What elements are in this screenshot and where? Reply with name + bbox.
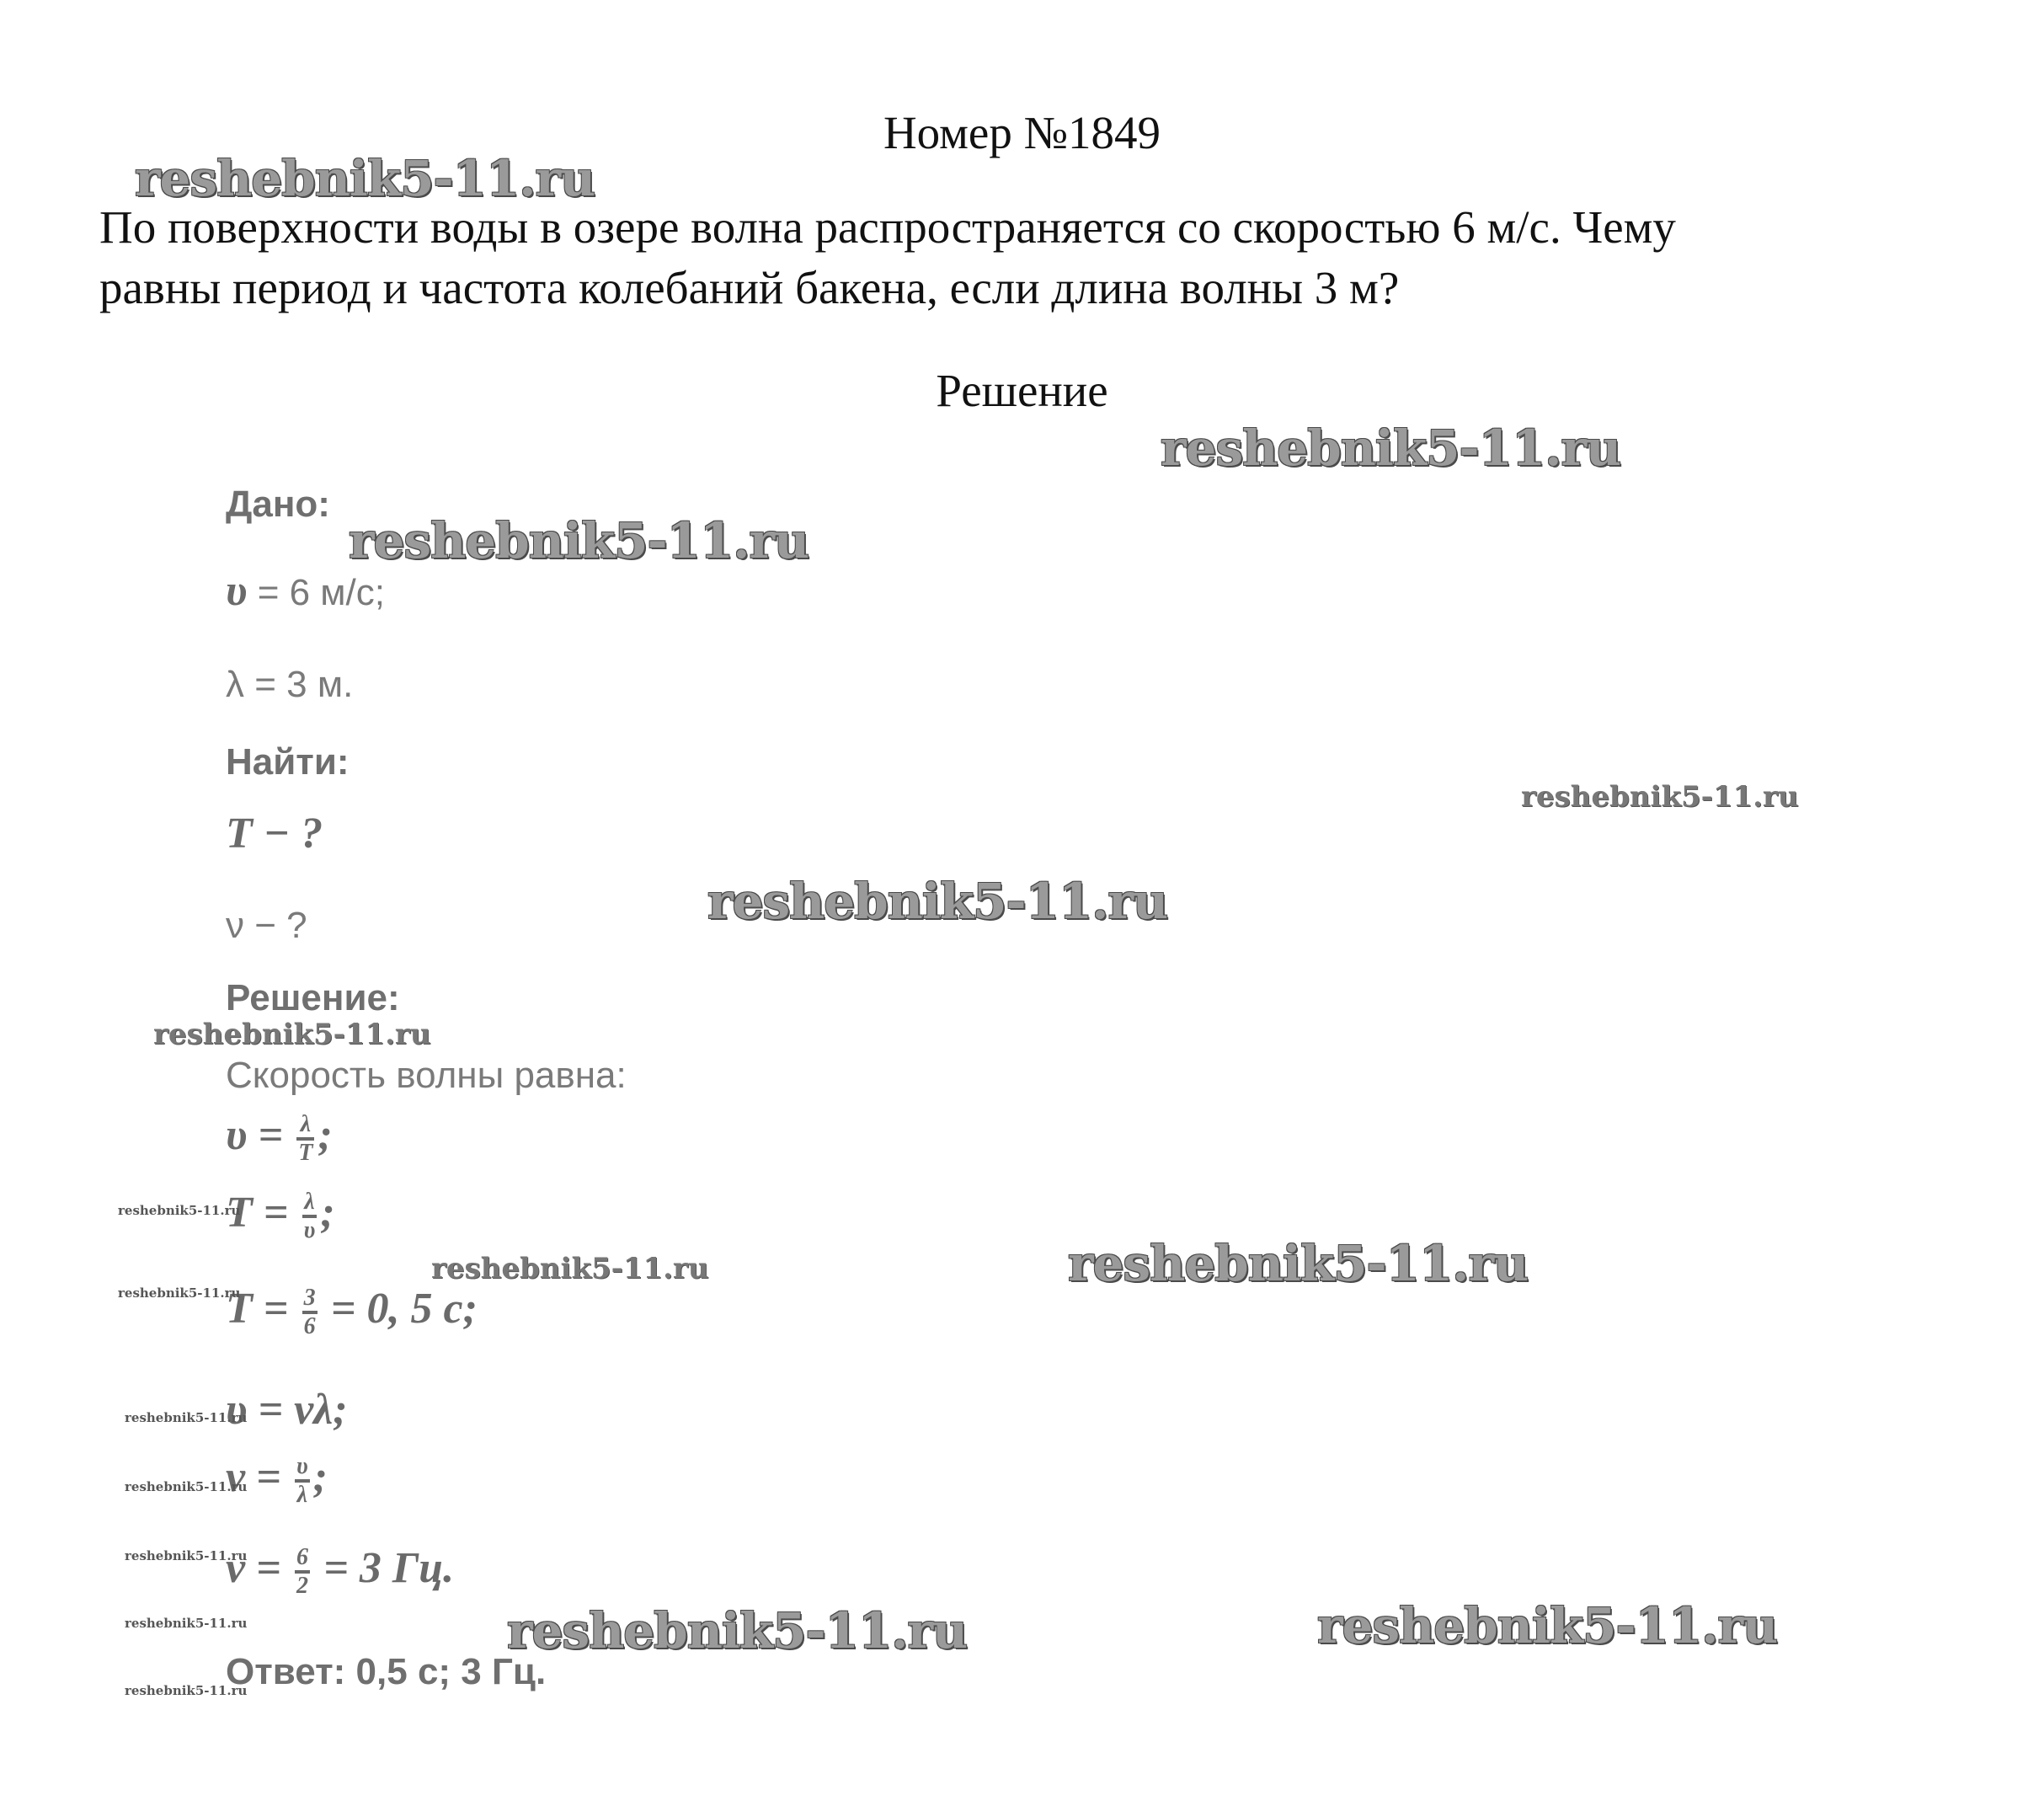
formula-end: ; [312,1453,328,1501]
watermark: reshebnik5-11.ru [707,873,1168,930]
formula-end: ; [320,1189,335,1237]
find-frequency: ν − ? [226,905,307,946]
formula-frequency-calc-fraction [295,1545,310,1599]
fraction-numerator: υ [295,1454,310,1483]
solution-label: Решение: [226,977,400,1018]
watermark: reshebnik5-11.ru [1068,1235,1529,1292]
watermark: reshebnik5-11.ru [1317,1597,1778,1654]
solution-intro: Скорость волны равна: [226,1055,627,1096]
formula-frequency-fraction [295,1454,310,1508]
find-label: Найти: [226,741,350,783]
fraction-denominator: 2 [296,1573,308,1600]
watermark: reshebnik5-11.ru [125,1683,248,1698]
formula-period [226,1188,335,1243]
answer: Ответ: 0,5 с; 3 Гц. [226,1651,547,1692]
watermark: reshebnik5-11.ru [125,1616,248,1631]
watermark: reshebnik5-11.ru [125,1479,248,1494]
formula-period-calc-result: = 0, 5 с; [330,1285,478,1333]
formula-end: ; [318,1111,333,1159]
formula-period-calc-lhs: T = [226,1285,289,1333]
watermark: reshebnik5-11.ru [118,1203,241,1218]
watermark: reshebnik5-11.ru [125,1410,248,1425]
watermark: reshebnik5-11.ru [118,1285,241,1301]
given-speed [226,566,385,616]
watermark: reshebnik5-11.ru [125,1548,248,1563]
speed-value: = 6 м/с; [247,572,386,613]
formula-speed-frequency-text: υ = νλ; [226,1386,348,1434]
formula-frequency-lhs: ν = [226,1453,281,1501]
period-question: − ? [252,810,323,858]
formula-speed-fraction [296,1112,314,1166]
period-symbol: T [226,810,253,858]
given-wavelength: λ = 3 м. [226,664,354,705]
given-label: Дано: [226,484,330,525]
speed-symbol: υ [226,567,248,615]
formula-period-fraction [302,1189,318,1243]
fraction-denominator: 6 [303,1313,316,1340]
solution-heading: Решение [936,365,1108,416]
formula-frequency-calc-lhs: ν = [226,1544,281,1592]
fraction-numerator: 3 [302,1285,318,1314]
fraction-numerator: λ [302,1189,318,1218]
watermark: reshebnik5-11.ru [153,1018,431,1051]
formula-period-calc [226,1284,478,1339]
watermark: reshebnik5-11.ru [507,1602,968,1659]
fraction-denominator: υ [303,1217,316,1244]
watermark: reshebnik5-11.ru [1521,780,1799,814]
watermark: reshebnik5-11.ru [349,512,809,569]
fraction-numerator: 6 [295,1545,310,1574]
watermark: reshebnik5-11.ru [135,150,595,207]
problem-statement [99,197,1952,318]
formula-speed-lhs: υ = [226,1111,284,1159]
formula-period-calc-fraction [302,1285,318,1339]
watermark: reshebnik5-11.ru [1161,420,1621,477]
formula-frequency-calc [226,1543,454,1599]
formula-speed [226,1110,333,1166]
find-period [226,809,323,858]
problem-statement-line-2: равны период и частота колебаний бакена, если длина волны 3 м? [99,262,1400,313]
problem-statement-line-1: По поверхности воды в озере волна распространяется со скоростью 6 м/с. Чему [99,201,1676,253]
formula-period-lhs: T = [226,1189,289,1237]
problem-number-title: Номер №1849 [883,107,1161,158]
watermark: reshebnik5-11.ru [431,1252,709,1285]
formula-frequency-calc-result: = 3 Гц. [323,1544,455,1592]
fraction-numerator: λ [296,1112,314,1141]
fraction-denominator: λ [296,1482,308,1509]
fraction-denominator: T [298,1140,313,1167]
